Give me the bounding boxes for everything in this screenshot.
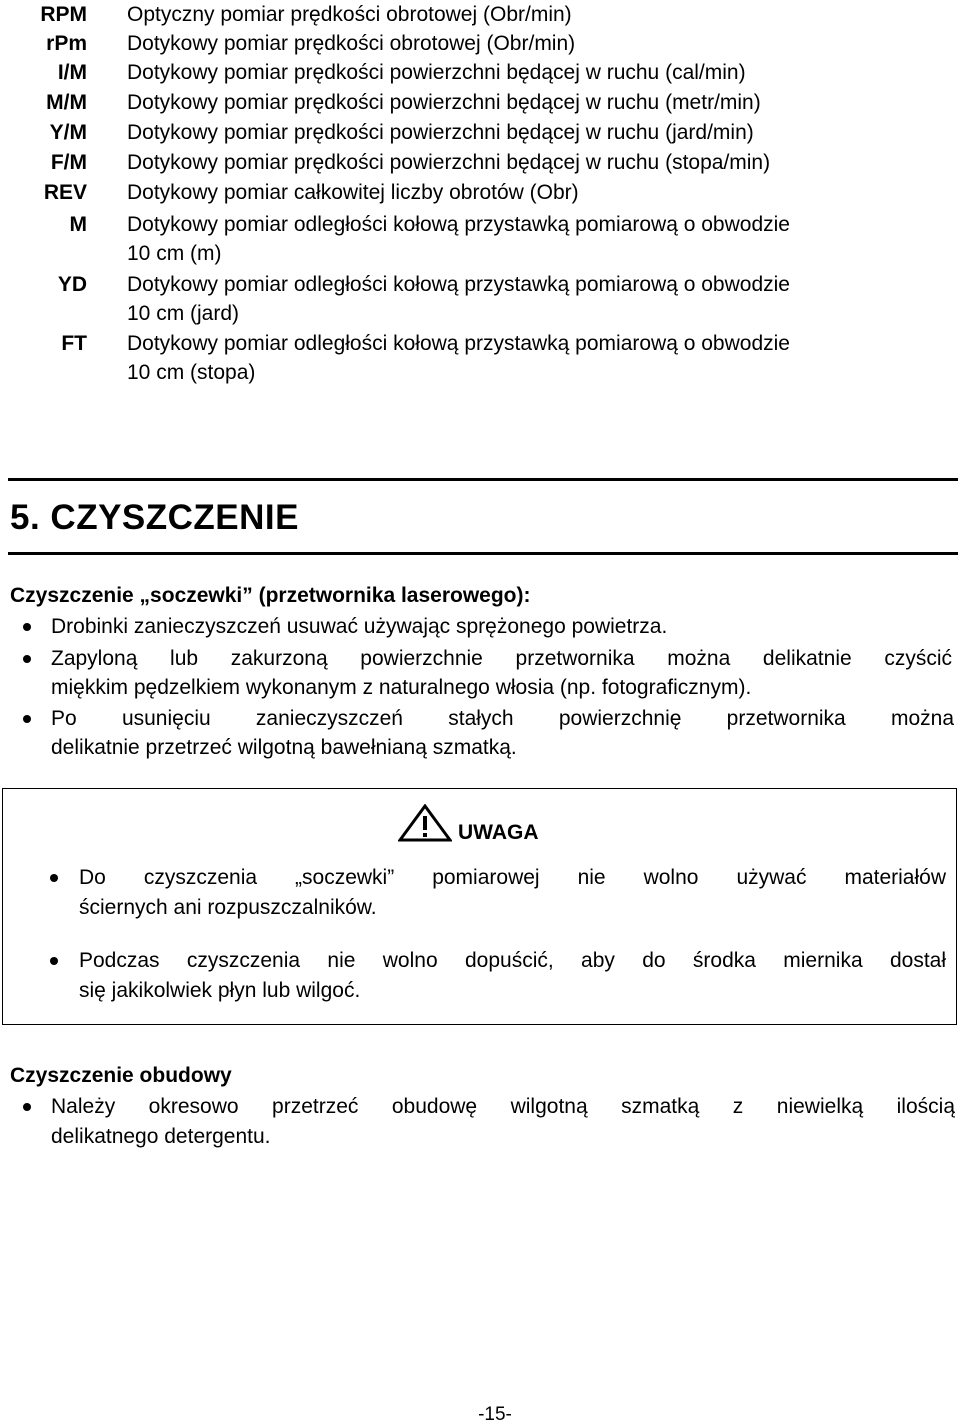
bullet-icon: [23, 655, 31, 663]
list-item-text: Podczas czyszczenia nie wolno dopuścić, aby do środka miernika dostał: [79, 949, 946, 972]
list-item-text-continued: się jakikolwiek płyn lub wilgoć.: [79, 979, 361, 1002]
bullet-icon: [23, 623, 31, 631]
section-top-rule: [8, 478, 958, 481]
housing-cleaning-heading: Czyszczenie obudowy: [10, 1064, 232, 1087]
warning-header: [398, 804, 598, 852]
definition-text-continued: 10 cm (jard): [127, 302, 240, 325]
lens-cleaning-heading: Czyszczenie „soczewki” (przetwornika laserowego):: [10, 584, 531, 607]
definition-text: Dotykowy pomiar prędkości obrotowej (Obr/min): [127, 32, 576, 55]
definition-text: Dotykowy pomiar prędkości powierzchni będącej w ruchu (stopa/min): [127, 151, 771, 174]
page-number: -15-: [478, 1404, 512, 1425]
list-item-text-continued: ściernych ani rozpuszczalników.: [79, 896, 377, 919]
list-item-text-continued: delikatnego detergentu.: [51, 1125, 271, 1148]
definition-code: YD: [57, 273, 87, 296]
definition-code: F/M: [50, 151, 87, 174]
definition-code: FT: [61, 332, 87, 355]
definition-text: Dotykowy pomiar prędkości powierzchni będącej w ruchu (metr/min): [127, 91, 761, 114]
bullet-icon: [50, 957, 58, 965]
warning-triangle-icon: [398, 804, 452, 842]
bullet-icon: [23, 715, 31, 723]
section-bottom-rule: [8, 552, 958, 555]
warning-title: UWAGA: [458, 821, 539, 844]
definition-text: Dotykowy pomiar prędkości powierzchni będącej w ruchu (cal/min): [127, 61, 746, 84]
list-item-text: Zapyloną lub zakurzoną powierzchnie przetwornika można delikatnie czyścić: [51, 647, 952, 670]
definition-text: Dotykowy pomiar prędkości powierzchni będącej w ruchu (jard/min): [127, 121, 754, 144]
list-item-text-continued: delikatnie przetrzeć wilgotną bawełnianą szmatką.: [51, 736, 517, 759]
definition-text: Dotykowy pomiar odległości kołową przystawką pomiarową o obwodzie: [127, 273, 790, 296]
definition-text: Optyczny pomiar prędkości obrotowej (Obr/min): [127, 3, 572, 26]
list-item-text: Drobinki zanieczyszczeń usuwać używając sprężonego powietrza.: [51, 615, 668, 638]
definition-text-continued: 10 cm (stopa): [127, 361, 256, 384]
definition-code: rPm: [46, 32, 87, 55]
definition-text: Dotykowy pomiar odległości kołową przystawką pomiarową o obwodzie: [127, 213, 790, 236]
definition-code: I/M: [57, 61, 87, 84]
definition-code: M/M: [46, 91, 87, 114]
list-item-text: Należy okresowo przetrzeć obudowę wilgotną szmatką z niewielką ilością: [51, 1095, 955, 1118]
list-item-text: Do czyszczenia „soczewki” pomiarowej nie wolno używać materiałów: [79, 866, 946, 889]
bullet-icon: [50, 874, 58, 882]
definition-code: M: [69, 213, 87, 236]
list-item-text: Po usunięciu zanieczyszczeń stałych powierzchnię przetwornika można: [51, 707, 954, 730]
definition-text-continued: 10 cm (m): [127, 242, 222, 265]
definition-text: Dotykowy pomiar całkowitej liczby obrotów (Obr): [127, 181, 579, 204]
definition-text: Dotykowy pomiar odległości kołową przystawką pomiarową o obwodzie: [127, 332, 790, 355]
list-item-text-continued: miękkim pędzelkiem wykonanym z naturalnego włosia (np. fotograficznym).: [51, 676, 752, 699]
definition-code: REV: [43, 181, 87, 204]
definition-code: RPM: [40, 3, 87, 26]
section-title: 5. CZYSZCZENIE: [10, 498, 299, 537]
definition-code: Y/M: [49, 121, 87, 144]
bullet-icon: [23, 1103, 31, 1111]
